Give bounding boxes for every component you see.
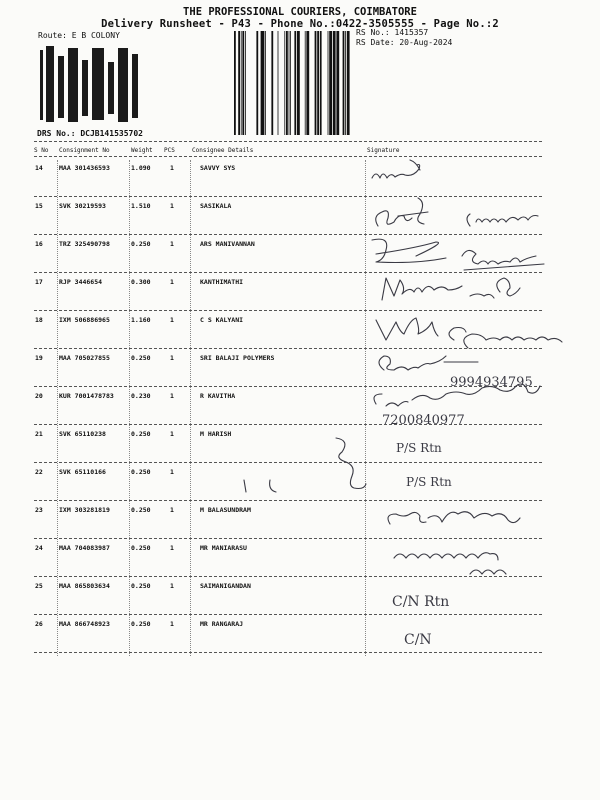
col-header-pcs: PCS <box>164 147 175 154</box>
header-rule-bottom <box>34 156 542 157</box>
cell-consignee: MR RANGARAJ <box>200 620 244 628</box>
drs-number: DRS No.: DCJB141535702 <box>37 129 143 138</box>
barcode-bar <box>234 31 236 135</box>
barcode-bar <box>261 31 265 135</box>
table-row <box>0 426 600 464</box>
barcode-bar <box>256 31 258 135</box>
cell-sno: 21 <box>35 430 43 438</box>
table-row <box>0 464 600 502</box>
row-separator <box>34 196 542 197</box>
table-row <box>0 350 600 388</box>
cell-weight: 0.250 <box>131 582 151 590</box>
cell-weight: 0.250 <box>131 240 151 248</box>
cell-consignment-no: SVK 65110238 <box>59 430 106 438</box>
col-header-weight: Weight <box>131 147 153 154</box>
cell-pcs: 1 <box>170 202 174 210</box>
barcode-bar <box>320 31 322 135</box>
cell-pcs: 1 <box>170 278 174 286</box>
barcode-bar <box>347 31 350 135</box>
col-header-consignee: Consignee Details <box>192 147 254 154</box>
cell-consignee: M HARISH <box>200 430 232 438</box>
cell-consignment-no: TRZ 325490798 <box>59 240 110 248</box>
cell-consignee: R KAVITHA <box>200 392 236 400</box>
cell-consignment-no: MAA 704083987 <box>59 544 110 552</box>
table-row <box>0 578 600 616</box>
cell-sno: 25 <box>35 582 43 590</box>
barcode-bar <box>278 31 279 135</box>
cell-weight: 0.250 <box>131 430 151 438</box>
row-separator <box>34 424 542 425</box>
cell-weight: 0.250 <box>131 620 151 628</box>
header-rule-top <box>34 141 542 142</box>
col-header-signature: Signature <box>367 147 400 154</box>
cell-weight: 1.090 <box>131 164 151 172</box>
barcode-bar <box>286 31 288 135</box>
cell-pcs: 1 <box>170 392 174 400</box>
cell-sno: 17 <box>35 278 43 286</box>
cell-weight: 0.250 <box>131 544 151 552</box>
handwritten-note-26: C/N <box>404 632 432 648</box>
cell-consignment-no: SVK 65110166 <box>59 468 106 476</box>
cell-sno: 20 <box>35 392 43 400</box>
row-separator <box>34 310 542 311</box>
rs-date: RS Date: 20-Aug-2024 <box>356 38 453 47</box>
cell-weight: 0.230 <box>131 392 151 400</box>
cell-consignment-no: MAA 705027855 <box>59 354 110 362</box>
row-separator <box>34 234 542 235</box>
cell-consignment-no: KUR 7001478783 <box>59 392 114 400</box>
handwritten-phone-1: 9994934795 <box>450 375 533 390</box>
cell-sno: 22 <box>35 468 43 476</box>
cell-consignee: C S KALYANI <box>200 316 244 324</box>
cell-sno: 26 <box>35 620 43 628</box>
cell-weight: 0.250 <box>131 506 151 514</box>
cell-consignment-no: MAA 865803634 <box>59 582 110 590</box>
cell-consignee: SAIMANIGANDAN <box>200 582 251 590</box>
cell-pcs: 1 <box>170 354 174 362</box>
cell-consignment-no: MAA 301436593 <box>59 164 110 172</box>
barcode-bar <box>245 31 246 135</box>
cell-consignment-no: IXM 506886965 <box>59 316 110 324</box>
barcode-bar <box>284 31 285 135</box>
cell-pcs: 1 <box>170 620 174 628</box>
barcode <box>234 31 352 135</box>
cell-weight: 0.250 <box>131 354 151 362</box>
rubber-stamp <box>28 44 138 126</box>
handwritten-note-25: C/N Rtn <box>392 594 450 610</box>
cell-sno: 16 <box>35 240 43 248</box>
cell-weight: 0.250 <box>131 468 151 476</box>
cell-pcs: 1 <box>170 240 174 248</box>
cell-pcs: 1 <box>170 316 174 324</box>
barcode-bar <box>328 31 329 135</box>
row-separator <box>34 462 542 463</box>
table-row <box>0 616 600 654</box>
table-row <box>0 236 600 274</box>
cell-sno: 23 <box>35 506 43 514</box>
table-row <box>0 160 600 198</box>
col-header-sno: S No <box>34 147 49 154</box>
barcode-bar <box>242 31 244 135</box>
barcode-bar <box>329 31 332 135</box>
barcode-bar <box>317 31 319 135</box>
barcode-bar <box>238 31 240 135</box>
barcode-bar <box>315 31 317 135</box>
cell-consignee: SAVVY SYS <box>200 164 236 172</box>
cell-sno: 19 <box>35 354 43 362</box>
cell-sno: 15 <box>35 202 43 210</box>
barcode-bar <box>290 31 291 135</box>
route-label: Route: E B COLONY <box>38 31 120 40</box>
row-separator <box>34 538 542 539</box>
table-row <box>0 312 600 350</box>
cell-sno: 14 <box>35 164 43 172</box>
table-row <box>0 198 600 236</box>
cell-weight: 1.160 <box>131 316 151 324</box>
cell-consignee: M BALASUNDRAM <box>200 506 251 514</box>
handwritten-note-21: P/S Rtn <box>396 441 442 455</box>
table-row <box>0 540 600 578</box>
table-row <box>0 274 600 312</box>
barcode-bar <box>241 31 242 135</box>
company-title: THE PROFESSIONAL COURIERS, COIMBATORE <box>183 6 417 18</box>
cell-sno: 24 <box>35 544 43 552</box>
table-row <box>0 388 600 426</box>
handwritten-note-22: P/S Rtn <box>406 475 452 489</box>
barcode-bar <box>271 31 273 135</box>
cell-consignment-no: SVK 30219593 <box>59 202 106 210</box>
rs-number: RS No.: 1415357 <box>356 28 429 37</box>
cell-pcs: 1 <box>170 164 174 172</box>
cell-pcs: 1 <box>170 544 174 552</box>
cell-pcs: 1 <box>170 468 174 476</box>
row-separator <box>34 500 542 501</box>
barcode-bar <box>343 31 345 135</box>
row-separator <box>34 348 542 349</box>
cell-sno: 18 <box>35 316 43 324</box>
row-separator <box>34 272 542 273</box>
barcode-bar <box>289 31 290 135</box>
cell-pcs: 1 <box>170 582 174 590</box>
cell-weight: 0.300 <box>131 278 151 286</box>
barcode-bar <box>294 31 296 135</box>
barcode-bar <box>333 31 336 135</box>
col-header-consignment: Consignment No <box>59 147 110 154</box>
cell-consignee: SASIKALA <box>200 202 232 210</box>
cell-consignment-no: RJP 3446654 <box>59 278 103 286</box>
barcode-bar <box>305 31 306 135</box>
barcode-bar <box>306 31 309 135</box>
cell-weight: 1.510 <box>131 202 151 210</box>
cell-consignee: SRI BALAJI POLYMERS <box>200 354 275 362</box>
cell-consignee: KANTHIMATHI <box>200 278 244 286</box>
row-separator <box>34 652 542 653</box>
barcode-bar <box>336 31 339 135</box>
cell-pcs: 1 <box>170 430 174 438</box>
cell-consignee: MR MANIARASU <box>200 544 247 552</box>
barcode-bar <box>297 31 300 135</box>
barcode-bar <box>265 31 266 135</box>
table-row <box>0 502 600 540</box>
row-separator <box>34 614 542 615</box>
cell-consignment-no: MAA 866748923 <box>59 620 110 628</box>
cell-consignee: ARS MANIVANNAN <box>200 240 255 248</box>
row-separator <box>34 576 542 577</box>
barcode-bar <box>345 31 346 135</box>
cell-pcs: 1 <box>170 506 174 514</box>
row-separator <box>34 386 542 387</box>
handwritten-phone-2: 7200840977 <box>382 413 465 428</box>
cell-consignment-no: IXM 303281819 <box>59 506 110 514</box>
runsheet-title: Delivery Runsheet - P43 - Phone No.:0422-3505555 - Page No.:2 <box>101 18 499 30</box>
